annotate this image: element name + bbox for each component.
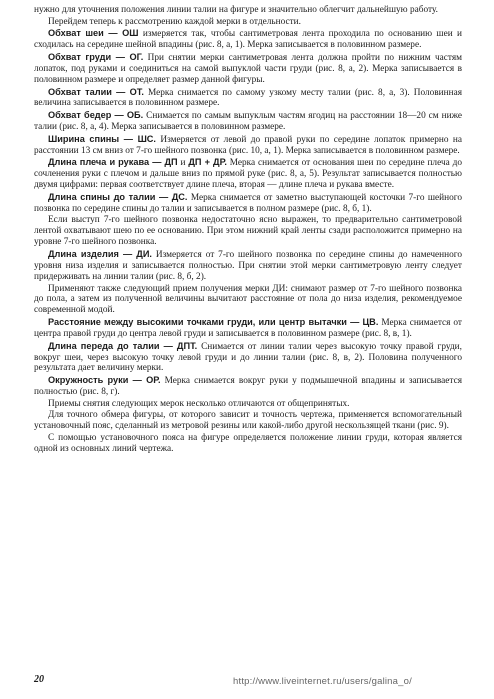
paragraph-text: Мерка снимается от основания шеи по середине плеча до сочленения руки с плечом и дальше вниз по прямой руке (рис. 8, а, 5). Результат записывается полностью двумя цифрами: первая соответствует длине плеча, вторая — длине плеча и рукава вместе. (34, 158, 463, 191)
paragraph (34, 215, 462, 248)
paragraph (34, 433, 462, 455)
paragraph (34, 87, 462, 110)
paragraph-text: При снятии мерки сантиметровая лента должна пройти по нижним частям лопаток, под руками и соединиться на самой выпуклой части груди (рис. 8, а, 2). Мерка записывается в половинном размере и определяет размер данной фигуры. (34, 53, 462, 85)
paragraph (34, 192, 462, 215)
paragraph-text: С помощью установочного пояса на фигуре определяется положение линии груди, которая является одной из основных линий чертежа. (34, 433, 462, 454)
page-number: 20 (34, 674, 44, 685)
paragraph-text: Если выступ 7-го шейного позвонка недостаточно ясно выражен, то предварительно сантиметровой лентой охватывают шею по ее основанию. При этом нижний край ленты сзади расположится примерно на уровне 7-го шейного позвонка. (34, 215, 462, 248)
paragraph-text: нужно для уточнения положения линии талии на фигуре и значительно облегчит дальнейшую работу. (34, 5, 438, 15)
measurement-term: Обхват талии — ОТ. (48, 86, 144, 97)
paragraph-text: Мерка снимается от заметно выступающей косточки 7-го шейного позвонка по середине спины до талии и записывается в полном размере (рис. 8, б, 1). (34, 192, 462, 214)
paragraph-text: Измеряется от левой до правой руки по середине лопаток примерно на расстоянии 13 см вниз от 7-го шейного позвонка (рис. 10, а, 1). Мерка записывается в половинном размере. (34, 134, 462, 156)
paragraph-text: Снимается от линии талии через высокую точку правой груди, вокруг шеи, через высокую точку левой груди и до линии талии (рис. 8, в, 2). Половина полученного результата дает величину мерки. (34, 341, 462, 374)
paragraph (34, 110, 462, 133)
measurement-term: Длина изделия — ДИ. (48, 249, 152, 259)
paragraph-text: Измеряется от 7-го шейного позвонка по середине спины до намеченного уровня низа изделия и записывается полностью. При снятии этой мерки сантиметровую ленту следует придерживать на линии талии (рис. 8, б, 2). (34, 250, 462, 282)
paragraph (34, 375, 462, 398)
paragraph-text: Для точного обмера фигуры, от которого зависит и точность чертежа, применяется вспомогательный установочный пояс, сделанный из метровой резины или какой-либо другой нескользящей ткани (рис. 9). (34, 410, 462, 432)
watermark-url: http://www.liveinternet.ru/users/galina_o/ (233, 676, 412, 687)
paragraph (34, 5, 462, 16)
measurement-term: Окружность руки — ОР. (48, 375, 161, 386)
measurement-term: Обхват груди — ОГ. (48, 52, 144, 63)
measurement-term: Расстояние между высокими точками груди, или центр вытачки — ЦВ. (48, 317, 379, 328)
paragraph (34, 52, 462, 86)
paragraph (34, 157, 462, 191)
measurement-term: ДП + ДР. (188, 157, 227, 168)
paragraph (34, 410, 462, 432)
paragraph (34, 28, 462, 51)
paragraph-text: измеряется так, чтобы сантиметровая лента проходила по основанию шеи и сходилась на середине шейной впадины (рис. 8, а, 1). Мерка записывается в половинном размере. (34, 29, 462, 51)
paragraph-text: Мерка снимается вокруг руки у подмышечной впадины и записывается полностью (рис. 8, г). (34, 376, 462, 398)
page-text (34, 5, 462, 455)
paragraph (34, 249, 462, 283)
measurement-term: Длина переда до талии — ДПТ. (48, 340, 198, 351)
measurement-term: Обхват шеи — ОШ (48, 28, 139, 39)
paragraph-text: и (177, 158, 189, 169)
paragraph-text: Мерка снимается от центра правой груди до центра левой груди и записывается в половинном размере (рис. 8, в, 1). (34, 318, 462, 339)
paragraph (34, 317, 462, 340)
paragraph-text: Мерка снимается по самому узкому месту талии (рис. 8, а, 3). Половинная величина записывается в половинном размере. (34, 87, 462, 109)
paragraph-text: Снимается по самым выпуклым частям ягодиц на расстоянии 18—20 см ниже талии (рис. 8, а, 4). Мерка записывается в половинном размере. (34, 111, 463, 133)
paragraph (34, 341, 462, 375)
paragraph (34, 134, 462, 157)
measurement-term: Ширина спины — ШС. (48, 133, 156, 144)
paragraph (34, 284, 462, 317)
paragraph (34, 17, 462, 28)
paragraph (34, 399, 462, 410)
paragraph-text: Перейдем теперь к рассмотрению каждой мерки в отдельности. (48, 16, 301, 27)
paragraph-text: Приемы снятия следующих мерок несколько отличаются от общепринятых. (48, 398, 350, 409)
measurement-term: Обхват бедер — ОБ. (48, 110, 144, 121)
measurement-term: Длина спины до талии — ДС. (48, 191, 188, 202)
measurement-term: Длина плеча и рукава — ДП (48, 157, 178, 168)
paragraph-text: Применяют также следующий прием получения мерки ДИ: снимают размер от 7-го шейного позвонка до пола, а затем из полученной величины вычитают расстояние от пола до низа изделия, рекомендуемое современной модой. (34, 283, 462, 316)
